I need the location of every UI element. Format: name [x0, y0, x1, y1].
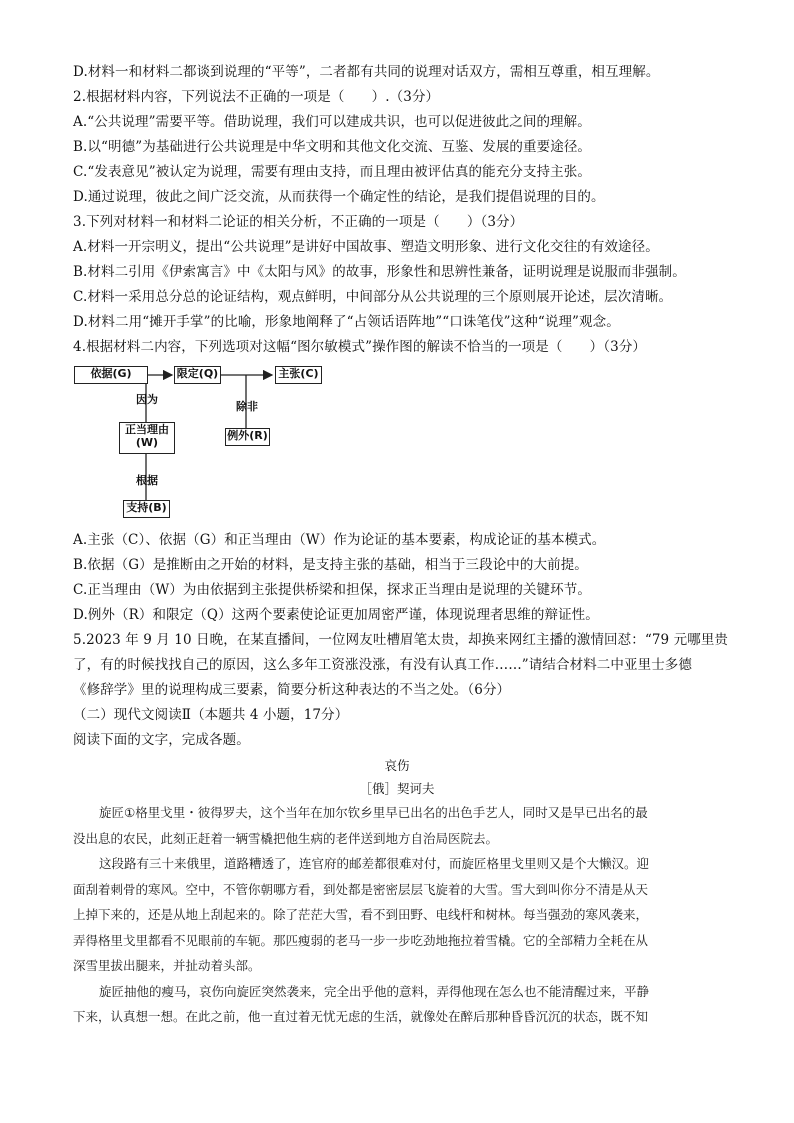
diagram-label-because: 因为	[136, 393, 158, 406]
question-2-option-a: A.“公共说理”需要平等。借助说理，我们可以建成共识，也可以促进彼此之间的理解。	[73, 114, 591, 130]
question-3-stem: 3.下列对材料一和材料二论证的相关分析，不正确的一项是（ ）（3分）	[73, 214, 524, 230]
diagram-data-box: 依据(G)	[74, 366, 148, 384]
diagram-label-on-account: 根据	[136, 474, 158, 487]
question-3-option-b: B.材料二引用《伊索寓言》中《太阳与风》的故事，形象性和思辨性兼备，证明说理是说服而非强制。	[73, 264, 686, 280]
story-paragraph-1-line: 旋匠①格里戈里・彼得罗夫，这个当年在加尔钦乡里早已出名的出色手艺人，同时又是早已出名的最	[99, 805, 648, 820]
story-paragraph-2-line: 弄得格里戈里都看不见眼前的车轭。那匹瘦弱的老马一步一步吃劲地拖拉着雪橇。它的全部精力全耗在从	[73, 932, 649, 948]
question-4-option-d: D.例外（R）和限定（Q）这两个要素使论证更加周密严谨，体现说理者思维的辩证性。	[73, 607, 599, 623]
question-1-option-d: D.材料一和材料二都谈到说理的“平等”，二者都有共同的说理对话双方，需相互尊重，相互理解。	[73, 64, 660, 80]
story-title: 哀伤	[384, 758, 410, 773]
diagram-warrant-box	[119, 422, 175, 454]
question-4-option-b: B.依据（G）是推断由之开始的材料，是支持主张的基础，相当于三段论中的大前提。	[73, 557, 588, 573]
question-2-stem: 2.根据材料内容，下列说法不正确的一项是（ ）.（3分）	[73, 89, 440, 105]
diagram-warrant-line2: (W)	[135, 436, 159, 449]
question-4-option-a: A.主张（C）、依据（G）和正当理由（W）作为论证的基本要素，构成论证的基本模式。	[73, 532, 606, 548]
diagram-label-unless: 除非	[236, 400, 258, 413]
story-author: ［俄］契诃夫	[359, 781, 435, 796]
story-paragraph-3-line: 下来，认真想一想。在此之前，他一直过着无忧无虑的生活，就像处在醉后那种昏昏沉沉的状态，既不知	[73, 1009, 649, 1024]
question-2-option-d: D.通过说理，彼此之间广泛交流，从而获得一个确定性的结论，是我们提倡说理的目的。	[73, 189, 605, 205]
story-paragraph-2-line: 面刮着刺骨的寒风。空中，不管你朝哪方看，到处都是密密层层飞旋着的大雪。雪大到叫你分不清是从天	[73, 881, 649, 897]
reading-instruction: 阅读下面的文字，完成各题。	[73, 732, 250, 748]
diagram-qualifier-box: 限定(Q)	[174, 366, 221, 384]
story-paragraph-3-line: 旋匠抽他的瘦马，哀伤向旋匠突然袭来，完全出乎他的意料，弄得他现在怎么也不能清醒过来，平静	[99, 983, 650, 999]
diagram-backing-box: 支持(B)	[123, 500, 170, 518]
story-paragraph-2-line: 深雪里拔出腿来，并扯动着头部。	[73, 958, 261, 973]
question-3-option-c: C.材料一采用总分总的论证结构，观点鲜明，中间部分从公共说理的三个原则展开论述，层次清晰。	[73, 289, 673, 305]
question-3-option-d: D.材料二用“摊开手掌”的比喻，形象地阐释了“占领话语阵地”“口诛笔伐”这种“说理”观念。	[73, 314, 620, 330]
question-5-line-3: 《修辞学》里的说理构成三要素，简要分析这种表达的不当之处。（6分）	[73, 682, 511, 698]
question-5-line-2: 了，有的时候找找自己的原因，这么多年工资涨没涨，有没有认真工作……”请结合材料二中亚里士多德	[73, 657, 692, 673]
story-paragraph-2-line: 上掉下来的，还是从地上刮起来的。除了茫茫大雪，看不到田野、电线杆和树林。每当强劲的寒风袭来，	[73, 907, 649, 922]
diagram-claim-box: 主张(C)	[275, 366, 322, 384]
story-paragraph-2-line: 这段路有三十来俄里，道路糟透了，连官府的邮差都很难对付，而旋匠格里戈里则又是个大懒汉。迎	[99, 856, 650, 871]
diagram-rebuttal-box: 例外(R)	[225, 428, 270, 446]
diagram-warrant-line1: 正当理由	[125, 423, 169, 436]
question-4-option-c: C.正当理由（W）为由依据到主张提供桥梁和担保，探求正当理由是说理的关键环节。	[73, 582, 591, 598]
story-paragraph-1-line: 没出息的农民，此刻正赶着一辆雪橇把他生病的老伴送到地方自治局医院去。	[73, 830, 499, 846]
section-heading-reading-2: （二）现代文阅读Ⅱ（本题共 4 小题，17分）	[73, 707, 349, 723]
question-2-option-b: B.以“明德”为基础进行公共说理是中华文明和其他文化交流、互鉴、发展的重要途径。	[73, 139, 592, 155]
question-3-option-a: A.材料一开宗明义，提出“公共说理”是讲好中国故事、塑造文明形象、进行文化交往的有效途径。	[73, 239, 659, 255]
question-4-stem: 4.根据材料二内容，下列选项对这幅“图尔敏模式”操作图的解读不恰当的一项是（ ）（3分）	[73, 339, 647, 355]
question-5-line-1: 5.2023 年 9 月 10 日晚，在某直播间，一位网友吐槽眉笔太贵，却换来网红主播的激情回怼：“79 元哪里贵	[73, 632, 729, 648]
question-2-option-c: C.“发表意见”被认定为说理，需要有理由支持，而且理由被评估真的能充分支持主张。	[73, 164, 591, 180]
